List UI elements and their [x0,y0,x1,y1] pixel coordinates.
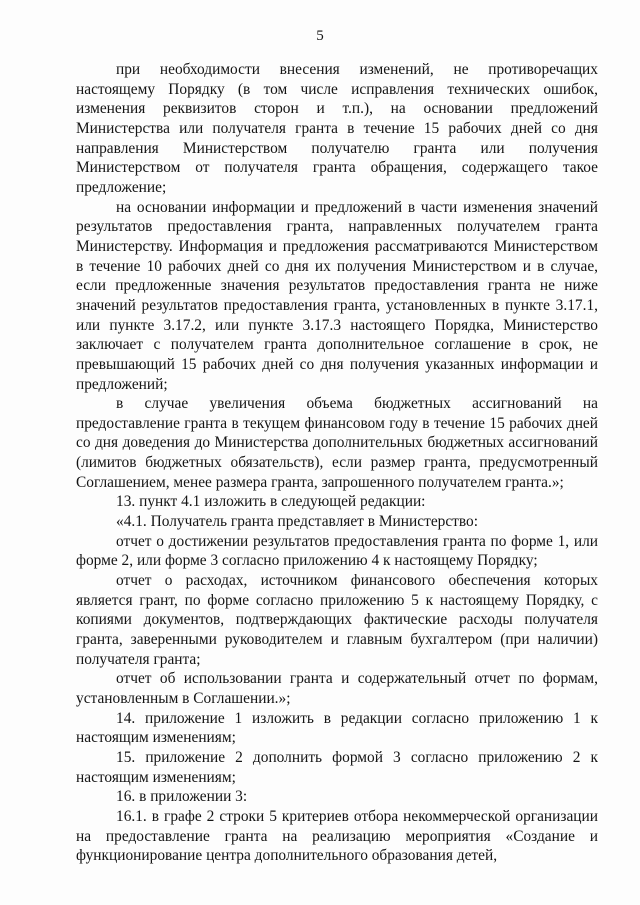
page-number: 5 [316,28,324,44]
paragraph-amendments-by-budget-increase: в случае увеличения объема бюджетных ассигнований на предоставление гранта в текущем финансовом году в течение 15 рабочих дней со дня доведения до Министерства дополнительных бюджетных ассигнований (лимитов бюджетных обязательств), если размер гранта, предусмотренный Соглашением, менее размера гранта, запрошенного получателем гранта.»; [76,395,598,491]
paragraph-clause-4-1: «4.1. Получатель гранта представляет в Министерство: [116,513,479,531]
paragraph-amendments-by-proposal: при необходимости внесения изменений, не противоречащих настоящему Порядку (в том числе исправления технических ошибок, изменения реквизитов сторон и т.п.), на основании предложений Министерства или получателя гранта в течение 15 рабочих дней со дня направления Министерством получателю гранта или получения Министерством от получателя гранта обращения, содержащего такое предложение; [76,61,598,196]
paragraph-report-expenses: отчет о расходах, источником финансового обеспечения которых является грант, по форме согласно приложению 5 к настоящему Порядку, с копиями документов, подтверждающих фактические расходы получателя гранта, заверенными руководителем и главным бухгалтером (при наличии) получателя гранта; [76,572,598,668]
paragraph-report-results: отчет о достижении результатов предоставления гранта по форме 1, или форме 2, или форме 3 согласно приложению 4 к настоящему Порядку; [76,532,598,570]
paragraph-item-16-1: 16.1. в графе 2 строки 5 критериев отбора некоммерческой организации на предоставление гранта на реализацию мероприятия «Создание и функционирование центра дополнительного образования детей, [76,807,598,865]
paragraph-item-14: 14. приложение 1 изложить в редакции согласно приложению 1 к настоящим изменениям; [76,709,598,747]
paragraph-amendments-by-results: на основании информации и предложений в части изменения значений результатов предоставления гранта, направленных получателем гранта Министерству. Информация и предложения рассматриваются Министерством в течение 10 рабочих дней со дня их получения Министерством и в случае, если предложенные значения результатов предоставления гранта не ниже значений результатов предоставления гранта, установленных в пункте 3.17.1, или пункте 3.17.2, или пункте 3.17.3 настоящего Порядка, Министерство заключает с получателем гранта дополнительное соглашение в срок, не превышающий 15 рабочих дней со дня получения указанных информации и предложений; [76,198,598,393]
paragraph-item-13: 13. пункт 4.1 изложить в следующей редакции: [116,493,426,511]
paragraph-item-15: 15. приложение 2 дополнить формой 3 согласно приложению 2 к настоящим изменениям; [76,748,598,786]
paragraph-report-usage: отчет об использовании гранта и содержательный отчет по формам, установленным в Соглашении.»; [76,670,598,707]
document-body [76,60,598,866]
paragraph-item-16: 16. в приложении 3: [116,788,248,806]
